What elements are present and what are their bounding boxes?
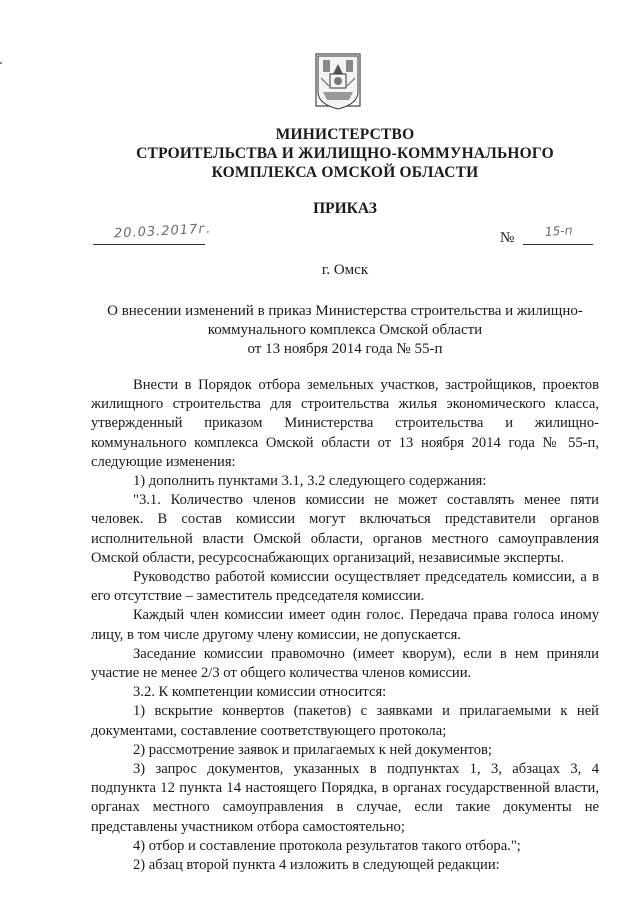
subject-line3: от 13 ноября 2014 года № 55-п	[247, 341, 443, 357]
body-paragraph: 4) отбор и составление протокола результатов такого отбора.";	[133, 837, 521, 854]
scan-mark	[0, 62, 2, 64]
order-date: 20.03.2017г.	[113, 221, 212, 242]
subject-line2: коммунального комплекса Омской области	[207, 322, 483, 338]
order-number: 15-п	[544, 223, 573, 239]
body-paragraph: 2) абзац второй пункта 4 изложить в следующей редакции:	[133, 857, 500, 874]
body-paragraph: 3) запрос документов, указанных в подпунктах 1, 3, абзацах 3, 4 подпункта 12 пункта 14 настоящего Порядка, в органах государственной власти, органах местного самоуправления в случае, если такие документы не представлены участником отбора самостоятельно;	[91, 761, 599, 835]
body-paragraph: Руководство работой комиссии осуществляет председатель комиссии, а в его отсутствие – заместитель председателя комиссии.	[91, 569, 599, 605]
ministry-title-line2: СТРОИТЕЛЬСТВА И ЖИЛИЩНО-КОММУНАЛЬНОГО	[136, 145, 554, 162]
city: г. Омск	[321, 262, 369, 278]
order-body	[91, 376, 599, 875]
ministry-title-line3: КОМПЛЕКСА ОМСКОЙ ОБЛАСТИ	[211, 164, 479, 181]
body-paragraph: 1) дополнить пунктами 3.1, 3.2 следующего содержания:	[133, 473, 487, 490]
body-paragraph: 3.2. К компетенции комиссии относится:	[133, 684, 387, 701]
body-paragraph: Каждый член комиссии имеет один голос. Передача права голоса иному лицу, в том числе другому члену комиссии, не допускается.	[91, 607, 599, 643]
coat-of-arms-emblem	[313, 52, 363, 112]
ministry-title-line1: МИНИСТЕРСТВО	[275, 126, 415, 143]
body-paragraph: 1) вскрытие конвертов (пакетов) с заявками и прилагаемыми к ней документами, составление соответствующего протокола;	[91, 703, 599, 739]
body-paragraph: Внести в Порядок отбора земельных участков, застройщиков, проектов жилищного строительства для строительства жилья экономического класса, утвержденный приказом Министерства строительства и жилищно-коммунального комплекса Омской области от 13 ноября 2014 года № 55-п, следующие изменения:	[91, 377, 599, 470]
subject-line1: О внесении изменений в приказ Министерства строительства и жилищно-	[107, 303, 583, 319]
body-paragraph: "3.1. Количество членов комиссии не может составлять менее пяти человек. В состав комиссии могут включаться представители органов исполнительной власти Омской области, органов местного самоуправления Омской области, ресурсоснабжающих организаций, независимые эксперты.	[91, 492, 599, 566]
body-paragraph: 2) рассмотрение заявок и прилагаемых к ней документов;	[133, 741, 492, 758]
number-label: №	[500, 230, 515, 246]
number-underline	[523, 244, 593, 245]
date-underline	[93, 244, 205, 245]
body-paragraph: Заседание комиссии правомочно (имеет кворум), если в нем приняли участие не менее 2/3 от общего количества членов комиссии.	[91, 645, 599, 682]
document-type: ПРИКАЗ	[313, 200, 377, 217]
